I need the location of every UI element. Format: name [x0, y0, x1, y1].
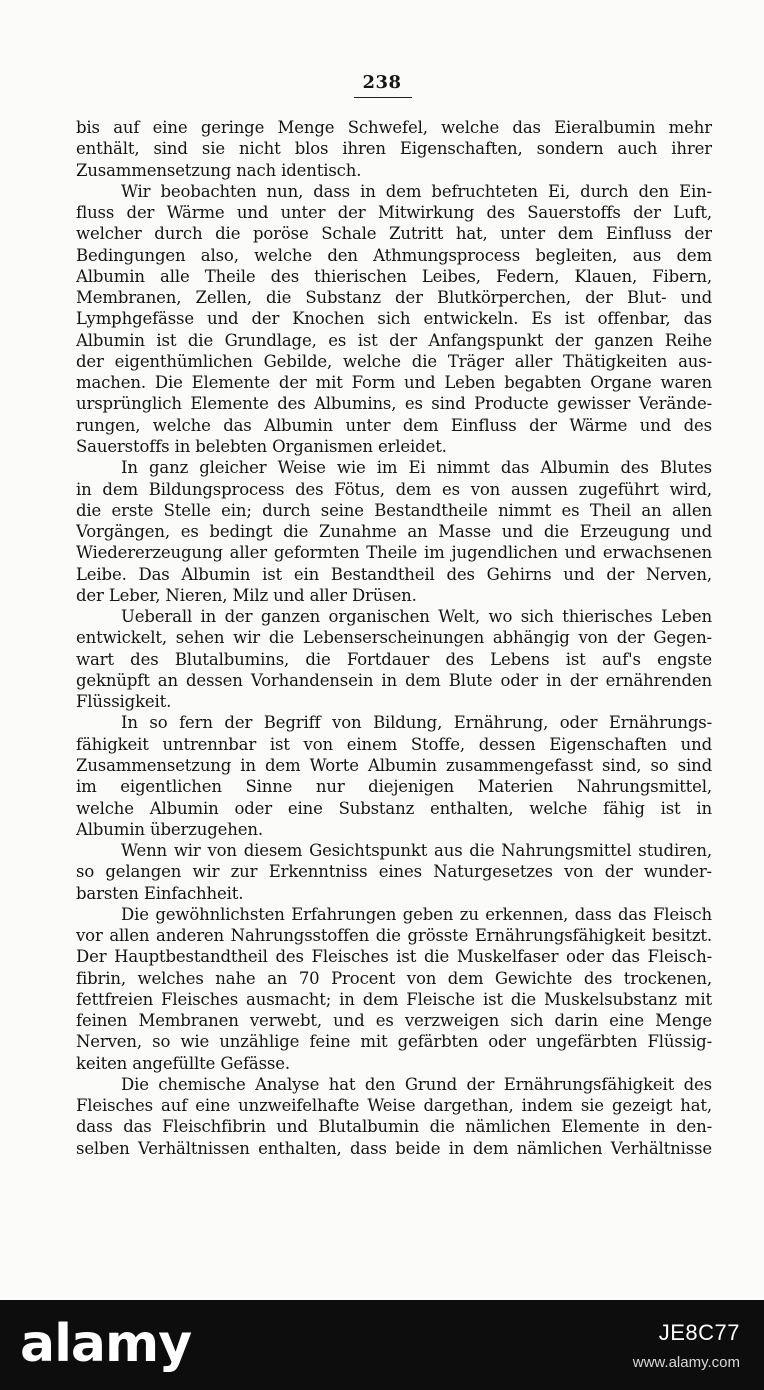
text-line: Sauerstoffs in belebten Organismen erleidet.	[76, 436, 447, 456]
text-line: ursprünglich Elemente des Albumins, es sind Producte gewisser Verände-	[76, 394, 712, 414]
site-url: www.alamy.com	[632, 1354, 740, 1371]
text-line: Die gewöhnlichsten Erfahrungen geben zu erkennen, dass das Fleisch	[121, 904, 712, 924]
text-line: machen. Die Elemente der mit Form und Leben begabten Organe waren	[76, 373, 712, 393]
text-line: rungen, welche das Albumin unter dem Einfluss der Wärme und des	[76, 415, 712, 435]
text-line: selben Verhältnissen enthalten, dass beide in dem nämlichen Verhältnisse	[76, 1138, 712, 1158]
text-line: barsten Einfachheit.	[76, 883, 244, 903]
text-line: in dem Bildungsprocess des Fötus, dem es von aussen zugeführt wird,	[76, 479, 712, 499]
watermark-bar	[0, 1300, 764, 1390]
text-line: enthält, sind sie nicht blos ihren Eigenschaften, sondern auch ihrer	[76, 139, 712, 159]
text-line: Ueberall in der ganzen organischen Welt, wo sich thierisches Leben	[121, 607, 712, 627]
text-line: welche Albumin oder eine Substanz enthalten, welche fähig ist in	[76, 798, 712, 818]
text-line: Der Hauptbestandtheil des Fleisches ist die Muskelfaser oder das Fleisch-	[76, 947, 712, 967]
text-line: fluss der Wärme und unter der Mitwirkung des Sauerstoffs der Luft,	[76, 203, 712, 223]
text-line: so gelangen wir zur Erkenntniss eines Naturgesetzes von der wunder-	[76, 862, 712, 882]
text-line: fibrin, welches nahe an 70 Procent von dem Gewichte des trockenen,	[76, 968, 712, 988]
text-line: Fleisches auf eine unzweifelhafte Weise dargethan, indem sie gezeigt hat,	[76, 1096, 712, 1116]
text-line: Die chemische Analyse hat den Grund der Ernährungsfähigkeit des	[121, 1074, 712, 1094]
text-line: fettfreien Fleisches ausmacht; in dem Fleische ist die Muskelsubstanz mit	[76, 989, 712, 1009]
text-line: keiten angefüllte Gefässe.	[76, 1053, 290, 1073]
text-line: In ganz gleicher Weise wie im Ei nimmt das Albumin des Blutes	[121, 458, 712, 478]
text-line: die erste Stelle ein; durch seine Bestandtheile nimmt es Theil an allen	[76, 500, 712, 520]
text-line: bis auf eine geringe Menge Schwefel, welche das Eieralbumin mehr	[76, 118, 712, 137]
text-line: geknüpft an dessen Vorhandensein in dem Blute oder in der ernährenden	[76, 670, 712, 690]
text-line: der eigenthümlichen Gebilde, welche die Träger aller Thätigkeiten aus-	[76, 351, 712, 371]
text-line: vor allen anderen Nahrungsstoffen die grösste Ernährungsfähigkeit besitzt.	[76, 926, 712, 946]
text-line: Flüssigkeit.	[76, 692, 172, 712]
text-line: wart des Blutalbumins, die Fortdauer des Lebens ist auf's engste	[76, 649, 712, 669]
text-line: Bedingungen also, welche den Athmungsprocess begleiten, aus dem	[76, 245, 712, 265]
text-line: im eigentlichen Sinne nur diejenigen Materien Nahrungsmittel,	[76, 777, 712, 797]
text-line: Vorgängen, es bedingt die Zunahme an Masse und die Erzeugung und	[76, 522, 712, 542]
text-line: In so fern der Begriff von Bildung, Ernährung, oder Ernährungs-	[121, 713, 712, 733]
alamy-logo: alamy	[20, 1314, 192, 1374]
text-line: fähigkeit untrennbar ist von einem Stoffe, dessen Eigenschaften und	[76, 734, 712, 754]
page-number: 238	[362, 72, 402, 93]
text-line: feinen Membranen verwebt, und es verzweigen sich darin eine Menge	[76, 1011, 712, 1031]
image-id: JE8C77	[658, 1320, 740, 1345]
page-number-rule	[354, 97, 412, 98]
text-line: Nerven, so wie unzählige feine mit gefärbten oder ungefärbten Flüssig-	[76, 1032, 712, 1052]
text-line: Albumin alle Theile des thierischen Leibes, Federn, Klauen, Fibern,	[76, 266, 712, 286]
text-line: Leibe. Das Albumin ist ein Bestandtheil des Gehirns und der Nerven,	[76, 564, 712, 584]
text-line: Zusammensetzung nach identisch.	[76, 160, 362, 180]
text-line: Lymphgefässe und der Knochen sich entwickeln. Es ist offenbar, das	[76, 309, 712, 329]
text-line: welcher durch die poröse Schale Zutritt hat, unter dem Einfluss der	[76, 224, 712, 244]
text-line: Membranen, Zellen, die Substanz der Blutkörperchen, der Blut- und	[76, 288, 712, 308]
text-line: Albumin überzugehen.	[76, 819, 263, 839]
text-line: der Leber, Nieren, Milz und aller Drüsen.	[76, 585, 417, 605]
text-line: entwickelt, sehen wir die Lebenserscheinungen abhängig von der Gegen-	[76, 628, 712, 648]
body-text	[76, 117, 712, 1159]
text-line: dass das Fleischfibrin und Blutalbumin die nämlichen Elemente in den-	[76, 1117, 712, 1137]
text-line: Zusammensetzung in dem Worte Albumin zusammengefasst sind, so sind	[76, 755, 712, 775]
text-line: Wenn wir von diesem Gesichtspunkt aus die Nahrungsmittel studiren,	[121, 841, 712, 861]
text-line: Wir beobachten nun, dass in dem befruchteten Ei, durch den Ein-	[121, 181, 712, 201]
text-line: Wiedererzeugung aller geformten Theile im jugendlichen und erwachsenen	[76, 543, 712, 563]
text-line: Albumin ist die Grundlage, es ist der Anfangspunkt der ganzen Reihe	[76, 330, 712, 350]
